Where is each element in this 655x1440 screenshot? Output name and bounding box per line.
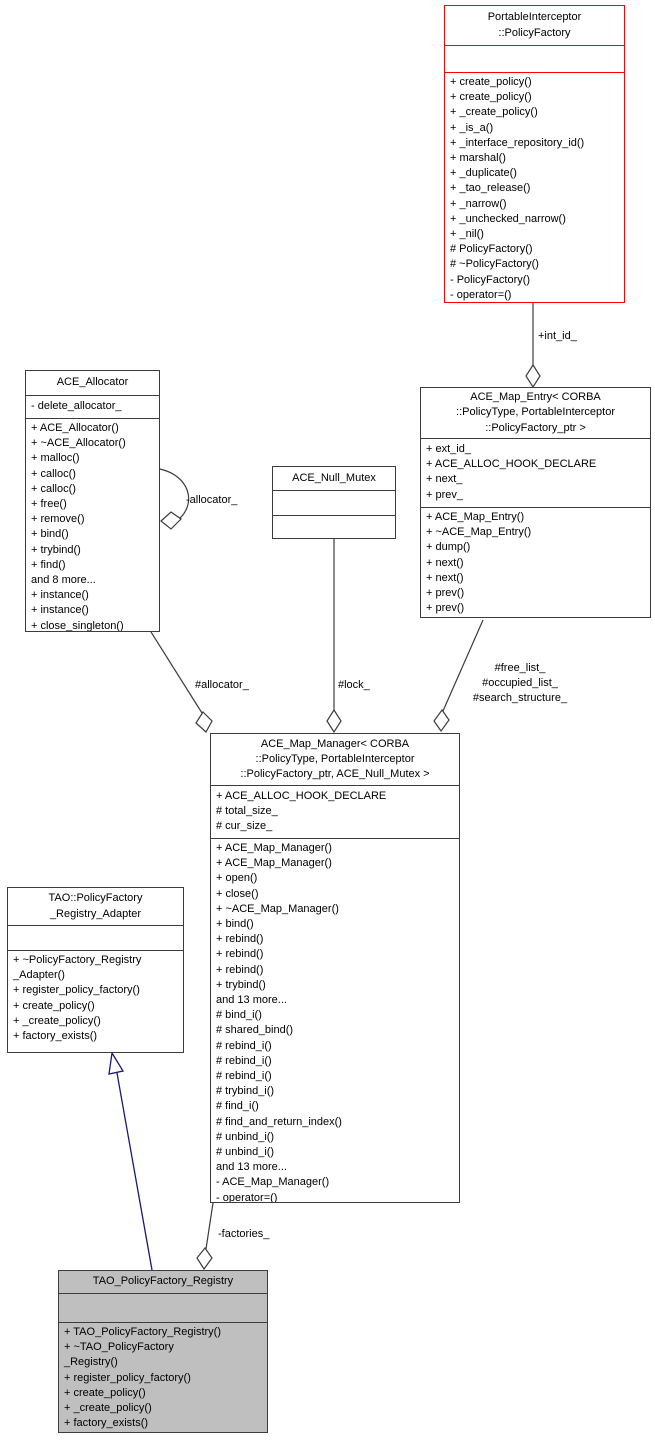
edge-label-factories: -factories_ [218, 1228, 270, 1240]
member-line: + instance() [31, 604, 89, 617]
member-line: and 13 more... [216, 994, 287, 1007]
member-line: - operator=() [450, 288, 512, 301]
member-line: + next() [426, 556, 464, 569]
member-line: _Registry() [64, 1356, 118, 1369]
aggregation-diamond-icon [434, 710, 449, 731]
member-line: + ACE_Map_Manager() [216, 842, 332, 854]
aggregation-diamond-icon [197, 1248, 212, 1269]
class-title [445, 6, 624, 46]
member-line: + dump() [426, 541, 471, 554]
class-attributes [59, 1294, 267, 1323]
title-line: ACE_Map_Manager< CORBA [260, 737, 410, 750]
class-attributes [445, 46, 624, 73]
member-line: + ACE_Map_Manager() [216, 857, 332, 870]
member-line: + ext_id_ [426, 443, 471, 455]
member-line: + close() [216, 887, 259, 900]
member-line: + ACE_Map_Entry() [426, 511, 525, 523]
class-methods [8, 951, 183, 1052]
member-line: + register_policy_factory() [13, 984, 140, 997]
class-title [26, 371, 159, 396]
title-line: ::PolicyType, PortableInterceptor [255, 752, 415, 765]
class-title [421, 388, 650, 439]
member-line: + trybind() [31, 543, 81, 556]
member-line: + _duplicate() [450, 167, 517, 180]
member-line: + instance() [31, 589, 89, 602]
class-box-tao-policyfactory-registry-adapter[interactable] [7, 887, 184, 1053]
edge-label-line: #search_structure_ [472, 692, 568, 704]
member-line: + find() [31, 558, 66, 571]
member-line: + ACE_ALLOC_HOOK_DECLARE [216, 790, 387, 802]
edge-label-lock: #lock_ [338, 679, 370, 691]
member-line: # rebind_i() [216, 1039, 272, 1052]
member-line: # ~PolicyFactory() [450, 258, 539, 271]
title-line: TAO_PolicyFactory_Registry [92, 1275, 234, 1288]
member-line: # cur_size_ [216, 820, 273, 833]
member-line: - delete_allocator_ [31, 400, 122, 412]
member-line: + prev() [426, 587, 465, 600]
title-line: ACE_Map_Entry< CORBA [470, 391, 601, 404]
member-line: + _create_policy() [450, 106, 538, 119]
member-line: + open() [216, 872, 258, 885]
member-line: + next() [426, 571, 464, 584]
aggregation-diamond-icon [161, 512, 181, 529]
edge-label-int-id: +int_id_ [538, 330, 577, 342]
member-line: + create_policy() [64, 1386, 146, 1399]
class-box-tao-policyfactory-registry[interactable] [58, 1270, 268, 1433]
member-line: + calloc() [31, 482, 76, 495]
member-line: + rebind() [216, 963, 264, 976]
edge-label-line: #free_list_ [494, 662, 546, 674]
member-line: # trybind_i() [216, 1085, 275, 1098]
title-line: ::PolicyFactory_ptr, ACE_Null_Mutex > [240, 768, 430, 781]
class-box-ace-allocator[interactable] [25, 370, 160, 632]
member-line: + factory_exists() [64, 1417, 149, 1430]
inheritance-edge [109, 1053, 152, 1270]
self-aggregation-edge-allocator [160, 469, 189, 529]
member-line: + _narrow() [450, 197, 507, 210]
edge-label-map-entry-members [440, 661, 600, 706]
class-title [273, 467, 395, 491]
member-line: + prev() [426, 602, 465, 615]
class-title [211, 734, 459, 786]
member-line: # bind_i() [216, 1009, 262, 1022]
member-line: + ACE_ALLOC_HOOK_DECLARE [426, 458, 597, 471]
member-line: and 8 more... [31, 574, 96, 587]
title-line: _Registry_Adapter [49, 907, 142, 920]
member-line: - ACE_Map_Manager() [216, 1176, 330, 1189]
member-line: + _tao_release() [450, 182, 531, 195]
member-line: # PolicyFactory() [450, 243, 533, 256]
member-line: + TAO_PolicyFactory_Registry() [64, 1326, 221, 1338]
member-line: + ~ACE_Map_Entry() [426, 526, 532, 539]
class-methods [421, 508, 650, 617]
member-line: # shared_bind() [216, 1024, 294, 1037]
class-box-ace-map-manager[interactable] [210, 733, 460, 1203]
class-title [8, 888, 183, 926]
member-line: + _unchecked_narrow() [450, 212, 566, 225]
member-line: # unbind_i() [216, 1130, 275, 1143]
class-attributes [8, 926, 183, 951]
member-line: # find_i() [216, 1100, 259, 1113]
member-line: + register_policy_factory() [64, 1371, 191, 1384]
aggregation-diamond-icon [196, 712, 212, 732]
inheritance-triangle-icon [109, 1053, 123, 1074]
member-line: + _interface_repository_id() [450, 136, 585, 149]
title-line: PortableInterceptor [487, 11, 582, 24]
member-line: + _create_policy() [13, 1014, 101, 1027]
aggregation-edge-lock [327, 539, 341, 732]
class-methods [59, 1323, 267, 1432]
member-line: + malloc() [31, 452, 80, 465]
member-line: # rebind_i() [216, 1070, 272, 1083]
title-line: ACE_Allocator [56, 376, 129, 389]
member-line: + ACE_Allocator() [31, 422, 119, 434]
member-line: _Adapter() [13, 969, 65, 982]
edge-label-line: #occupied_list_ [482, 677, 558, 689]
member-line: + bind() [31, 528, 69, 541]
member-line: # rebind_i() [216, 1054, 272, 1067]
class-methods [211, 839, 459, 1202]
class-attributes [273, 491, 395, 516]
class-box-ace-null-mutex[interactable] [272, 466, 396, 539]
member-line: + create_policy() [450, 76, 532, 88]
member-line: + factory_exists() [13, 1030, 98, 1043]
member-line: + remove() [31, 513, 85, 526]
class-box-portableinterceptor-policyfactory[interactable] [444, 5, 625, 303]
title-line: ::PolicyFactory [498, 26, 571, 39]
member-line: + create_policy() [450, 91, 532, 104]
class-title [59, 1271, 267, 1294]
member-line: + free() [31, 498, 67, 511]
aggregation-diamond-icon [327, 710, 341, 732]
member-line: + next_ [426, 473, 463, 486]
member-line: and 13 more... [216, 1161, 287, 1174]
member-line: + ~ACE_Allocator() [31, 437, 126, 450]
title-line: ::PolicyFactory_ptr > [485, 421, 586, 434]
member-line: + rebind() [216, 933, 264, 946]
edge-label-allocator: #allocator_ [195, 679, 249, 691]
aggregation-edge-factories [197, 1203, 213, 1269]
class-methods [26, 419, 159, 631]
aggregation-edge-int-id [526, 303, 540, 387]
member-line: + ~TAO_PolicyFactory [64, 1341, 174, 1354]
member-line: + bind() [216, 918, 254, 931]
member-line: + ~ACE_Map_Manager() [216, 902, 339, 915]
member-line: # find_and_return_index() [216, 1115, 342, 1128]
member-line: - operator=() [216, 1191, 278, 1202]
member-line: - PolicyFactory() [450, 273, 531, 286]
class-attributes [26, 396, 159, 419]
member-line: + _nil() [450, 228, 484, 241]
edge-label-allocator-self: -allocator_ [186, 494, 238, 506]
member-line: # total_size_ [216, 805, 278, 818]
member-line: + ~PolicyFactory_Registry [13, 954, 142, 966]
class-methods [273, 516, 395, 538]
member-line: + _create_policy() [64, 1402, 152, 1415]
member-line: + trybind() [216, 978, 266, 991]
member-line: + create_policy() [13, 999, 95, 1012]
class-attributes [211, 786, 459, 839]
member-line: + marshal() [450, 152, 506, 165]
class-methods [445, 73, 624, 302]
member-line: + close_singleton() [31, 619, 124, 631]
title-line: ACE_Null_Mutex [292, 471, 376, 484]
member-line: + calloc() [31, 467, 76, 480]
class-box-ace-map-entry[interactable] [420, 387, 651, 618]
member-line: + prev_ [426, 488, 463, 501]
class-attributes [421, 439, 650, 508]
aggregation-diamond-icon [526, 365, 540, 387]
member-line: + rebind() [216, 948, 264, 961]
title-line: ::PolicyType, PortableInterceptor [456, 406, 615, 419]
member-line: + _is_a() [450, 121, 494, 134]
title-line: TAO::PolicyFactory [48, 892, 143, 905]
member-line: # unbind_i() [216, 1146, 275, 1159]
